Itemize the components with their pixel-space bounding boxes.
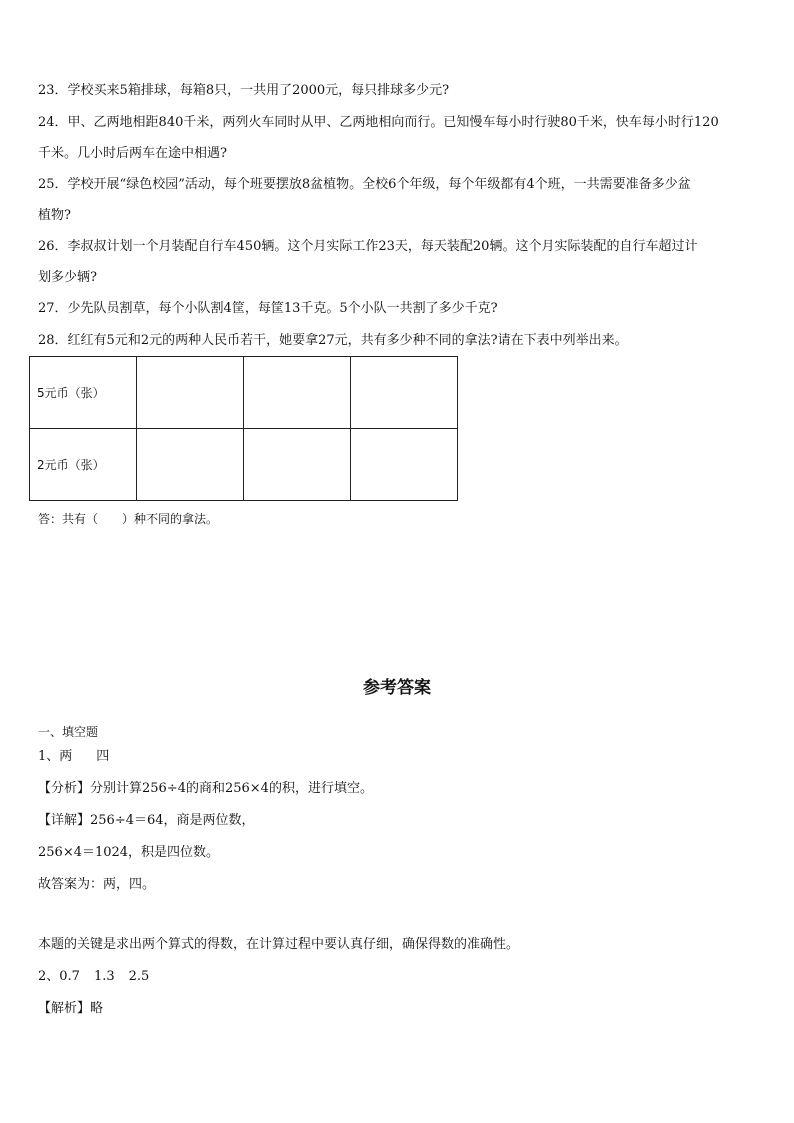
section-fill-in: 一、填空题 [38,725,99,739]
question-24-line-2: 千米。几小时后两车在途中相遇? [38,146,227,161]
table-cell[interactable] [244,429,351,501]
row-label-5-yuan: 5元币（张） [30,357,137,429]
question-23: 23．学校买来5箱排球，每箱8只，一共用了2000元，每只排球多少元? [38,83,450,98]
table-row [30,429,458,501]
answer-1 [38,748,109,766]
answer-1-conclusion: 故答案为：两，四。 [38,877,156,892]
answers-heading: 参考答案 [363,678,431,698]
question-26-line-2: 划多少辆? [38,270,97,285]
answer-1-first: 1、两 [38,749,73,764]
question-28: 28．红红有5元和2元的两种人民币若干，她要拿27元，共有多少种不同的拿法?请在下表中列举出来。 [38,333,628,348]
answer-line: 答：共有（ ）种不同的拿法。 [38,512,219,526]
answer-1-note: 本题的关键是求出两个算式的得数，在计算过程中要认真仔细，确保得数的准确性。 [38,937,520,952]
answer-1-detail-2: 256×4＝1024，积是四位数。 [38,845,220,860]
table-cell[interactable] [351,357,458,429]
table-cell[interactable] [137,357,244,429]
question-25-line-2: 植物? [38,208,71,223]
question-24-line-1: 24．甲、乙两地相距840千米，两列火车同时从甲、乙两地相向而行。已知慢车每小时行驶80千米，快车每小时行120 [38,115,719,130]
answer-2-second: 1.3 [93,969,115,984]
answer-2-analysis: 【解析】略 [38,1001,104,1016]
question-25-line-1: 25．学校开展“绿色校园”活动，每个班要摆放8盆植物。全校6个年级，每个年级都有4个班，一共需要准备多少盆 [38,177,691,192]
answer-1-second: 四 [96,749,110,764]
table-cell[interactable] [351,429,458,501]
table-cell[interactable] [244,357,351,429]
question-26-line-1: 26．李叔叔计划一个月装配自行车450辆。这个月实际工作23天，每天装配20辆。这个月实际装配的自行车超过计 [38,239,698,254]
answer-2-first: 2、0.7 [38,969,80,984]
table-row [30,357,458,429]
answer-2-third: 2.5 [128,969,150,984]
answer-1-detail-1: 【详解】256÷4＝64，商是两位数， [38,813,255,828]
answer-1-analysis: 【分析】分别计算256÷4的商和256×4的积，进行填空。 [38,781,373,796]
enumeration-table [29,356,458,501]
row-label-2-yuan: 2元币（张） [30,429,137,501]
answer-2 [38,968,149,986]
question-27: 27．少先队员割草，每个小队割4筐，每筐13千克。5个小队一共割了多少千克? [38,301,498,316]
table-cell[interactable] [137,429,244,501]
